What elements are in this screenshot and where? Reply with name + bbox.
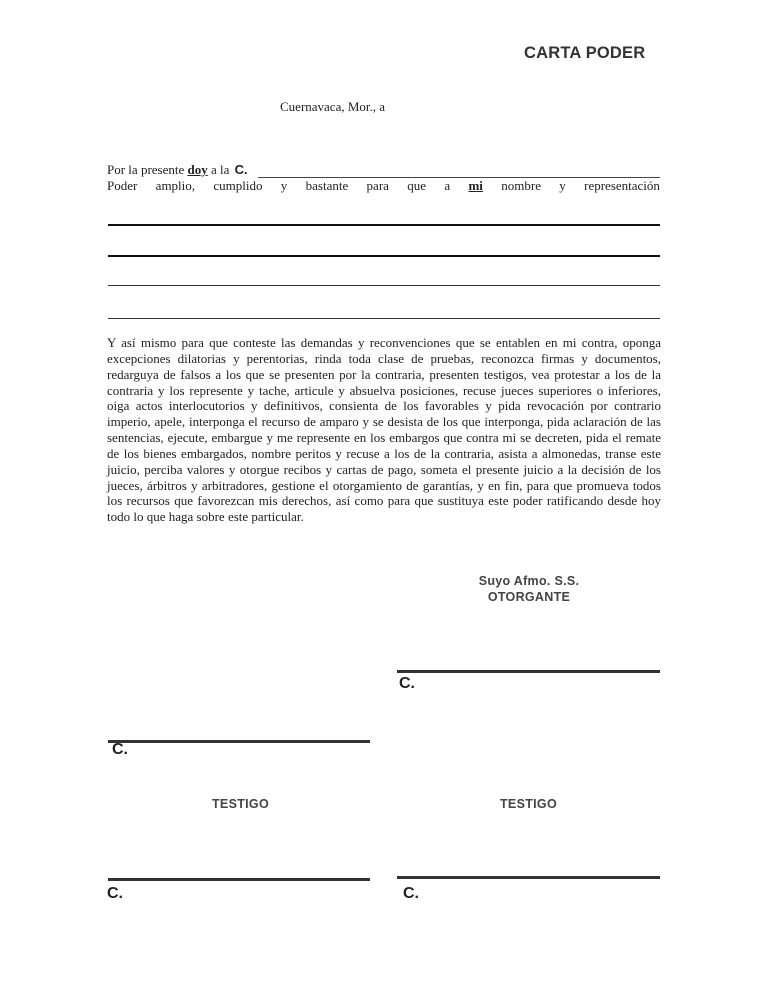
poder-word: y xyxy=(280,178,288,193)
grantor-closing: Suyo Afmo. S.S. xyxy=(478,574,580,588)
poder-line xyxy=(107,178,660,194)
place-date: Cuernavaca, Mor., a xyxy=(280,99,386,114)
witness-right-c-mark: C. xyxy=(403,885,419,902)
powers-paragraph: Y así mismo para que conteste las demandas y reconvenciones que se entablen en mi contra, oponga excepciones dilatorias y perentorias, rinda toda clase de pruebas, reconozca firmas y documentos, redarguya de falsos a los que se presenten por la contraria, presenten testigos, vea protestar a los de la contraria y los represente y tache, articule y absuelva posiciones, recuse jueces superiores o inferiores, oiga actos interlocutorios y definitivos, consienta de los favorables y pida revocación por contrario imperio, apele, interponga el recurso de amparo y se desista de los que interponga, pida aclaración de las sentencias, ejecute, embargue y me represente en los embargos que contra mi se decreten, pida el remate de los bienes embargados, nombre peritos y recuse a los de la contraria, asista a almonedas, transe este juicio, perciba valores y otorgue recibos y cartas de pago, someta el presente juicio a la decisión de los jueces, árbitros y arbitradores, gestione el otorgamiento de garantías, y en fin, para que promueva todos los recursos que favorezcan mis derechos, así como para que sustituya este poder ratificando desde hoy todo lo que haga sobre este particular. xyxy=(107,335,661,525)
blank-line xyxy=(108,318,660,319)
intro-line xyxy=(107,162,660,178)
poder-word: representación xyxy=(584,178,660,193)
witness-label-right: TESTIGO xyxy=(500,797,557,811)
poder-mi: mi xyxy=(468,178,483,193)
poder-word: Poder xyxy=(107,178,138,193)
poder-word: bastante xyxy=(305,178,349,193)
intro-a-la: a la xyxy=(211,162,230,177)
poder-word: que xyxy=(407,178,427,193)
blank-line xyxy=(108,285,660,286)
poder-word: para xyxy=(366,178,389,193)
blank-line xyxy=(108,255,660,257)
poder-word: cumplido xyxy=(213,178,263,193)
grantor-signature-line xyxy=(397,670,660,673)
poder-word: nombre xyxy=(501,178,541,193)
witness-left-signature-line xyxy=(108,878,370,881)
grantor-c-mark: C. xyxy=(399,675,415,692)
intro-prefix: Por la presente xyxy=(107,162,185,177)
witness-label-left: TESTIGO xyxy=(212,797,269,811)
attorney-c-mark: C. xyxy=(234,162,248,177)
poder-word: a xyxy=(444,178,451,193)
witness-right-signature-line xyxy=(397,876,660,879)
witness-top-c-mark: C. xyxy=(112,741,128,758)
intro-doy: doy xyxy=(187,162,208,177)
witness-top-signature-line xyxy=(108,740,370,743)
poder-word: y xyxy=(559,178,566,193)
grantor-role: OTORGANTE xyxy=(487,590,571,604)
poder-word: amplio, xyxy=(155,178,196,193)
blank-line xyxy=(108,224,660,226)
document-title: CARTA PODER xyxy=(524,44,646,62)
witness-left-c-mark: C. xyxy=(107,885,123,902)
